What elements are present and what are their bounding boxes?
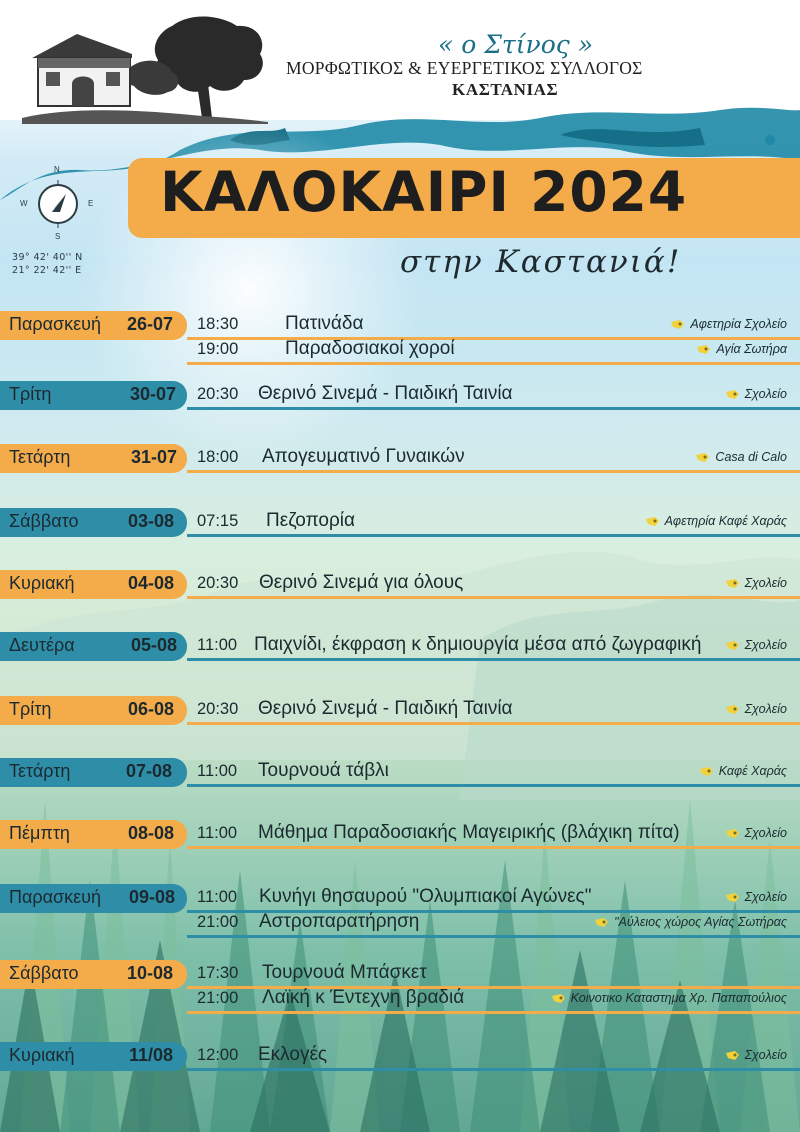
event-title: Παιχνίδι, έκφραση κ δημιουργία μέσα από ζωγραφική (254, 634, 702, 655)
event-time: 18:00 (197, 448, 239, 466)
location-pin-icon (726, 893, 739, 902)
day-name: Κυριακή (9, 1045, 75, 1065)
event-location (696, 450, 787, 464)
event-location (697, 342, 787, 356)
event-location-label: Σχολείο (744, 702, 787, 716)
event-time: 21:00 (197, 989, 239, 1007)
day-date: 03-08 (128, 511, 175, 531)
compass (16, 166, 100, 250)
event-title: Θερινό Σινεμά - Παιδική Ταινία (258, 698, 513, 719)
event-time: 19:00 (197, 340, 239, 358)
event-title: Τουρνουά Μπάσκετ (262, 962, 427, 983)
event-location-label: Σχολείο (744, 387, 787, 401)
day-date: 04-08 (128, 573, 175, 593)
row-divider (187, 596, 800, 599)
event-location-label: Αφετηρία Καφέ Χαράς (664, 514, 787, 528)
day-date: 10-08 (127, 963, 174, 983)
row-divider (187, 337, 800, 340)
event-time: 11:00 (197, 762, 238, 780)
event-title: Μάθημα Παραδοσιακής Μαγειρικής (βλάχικη πίτα) (258, 822, 680, 843)
event-time: 21:00 (197, 913, 239, 931)
row-divider (187, 1068, 800, 1071)
day-date: 08-08 (128, 823, 175, 843)
day-name: Τρίτη (9, 384, 52, 404)
event-title: Πεζοπορία (266, 510, 356, 531)
day-name: Δευτέρα (9, 635, 75, 655)
row-divider (187, 470, 800, 473)
event-location (700, 764, 787, 778)
club-description: ΜΟΡΦΩΤΙΚΟΣ & ΕΥΕΡΓΕΤΙΚΟΣ ΣΥΛΛΟΓΟΣ (286, 58, 643, 78)
header (0, 0, 800, 120)
event-time: 11:00 (197, 824, 238, 842)
day-date: 05-08 (131, 635, 178, 655)
day-name: Σάββατο (9, 511, 79, 531)
event-time: 17:30 (197, 964, 239, 982)
location-pin-icon (726, 390, 739, 399)
poster-title: ΚΑΛΟΚΑΙΡΙ 2024 (160, 160, 688, 224)
event-location (726, 826, 787, 840)
event-location-label: Αφετηρία Σχολείο (690, 317, 787, 331)
event-location (726, 1048, 787, 1062)
row-divider (187, 846, 800, 849)
event-location-label: Σχολείο (744, 638, 787, 652)
event-title: Πατινάδα (285, 313, 364, 334)
row-divider (187, 362, 800, 365)
event-location-label: Σχολείο (744, 576, 787, 590)
event-location (726, 387, 787, 401)
coordinate-latitude: 39° 42' 40'' N (12, 252, 83, 263)
location-pin-icon (696, 453, 709, 462)
row-divider (187, 1011, 800, 1014)
event-location (595, 915, 787, 929)
event-location (552, 991, 787, 1005)
event-title: Απογευματινό Γυναικών (262, 446, 465, 467)
club-village: ΚΑΣΤΑΝΙΑΣ (452, 80, 559, 99)
row-divider (187, 534, 800, 537)
day-date: 06-08 (128, 699, 175, 719)
day-name: Τρίτη (9, 699, 52, 719)
row-divider (187, 935, 800, 938)
location-pin-icon (552, 994, 565, 1003)
row-divider (187, 722, 800, 725)
day-name: Σάββατο (9, 963, 79, 983)
location-pin-icon (726, 641, 739, 650)
event-location (726, 890, 787, 904)
event-location-label: Σχολείο (744, 1048, 787, 1062)
day-name: Πέμπτη (9, 823, 70, 843)
event-location-label: Σχολείο (744, 826, 787, 840)
day-name: Τετάρτη (9, 447, 71, 467)
event-title: Θερινό Σινεμά για όλους (259, 572, 464, 593)
row-divider (187, 658, 800, 661)
event-time: 20:30 (197, 574, 239, 592)
day-name: Τετάρτη (9, 761, 71, 781)
day-name: Παρασκευή (9, 314, 102, 334)
event-time: 11:00 (197, 888, 238, 906)
location-pin-icon (671, 320, 684, 329)
location-pin-icon (646, 517, 659, 526)
event-title: Αστροπαρατήρηση (259, 911, 420, 932)
location-pin-icon (726, 579, 739, 588)
event-title: Κυνήγι θησαυρού "Ολυμπιακοί Αγώνες" (259, 886, 592, 907)
coordinate-longitude: 21° 22' 42'' E (12, 265, 82, 276)
event-location-label: Αγία Σωτήρα (716, 342, 787, 356)
event-location-label: Casa di Calo (715, 450, 787, 464)
event-location (726, 702, 787, 716)
day-name: Παρασκευή (9, 887, 102, 907)
location-pin-icon (595, 918, 608, 927)
day-date: 31-07 (131, 447, 178, 467)
day-date: 09-08 (129, 887, 176, 907)
event-time: 20:30 (197, 385, 239, 403)
day-date: 26-07 (127, 314, 174, 334)
event-title: Παραδοσιακοί χοροί (285, 338, 455, 359)
day-name: Κυριακή (9, 573, 75, 593)
compass-south: S (55, 232, 61, 241)
location-pin-icon (697, 345, 710, 354)
club-name: « ο Στίνος » (438, 30, 594, 59)
event-location (726, 576, 787, 590)
event-title: Λαϊκή κ Έντεχνη βραδιά (262, 987, 465, 1008)
event-time: 07:15 (197, 512, 239, 530)
event-location-label: Καφέ Χαράς (718, 764, 787, 778)
location-pin-icon (700, 767, 713, 776)
event-location-label: Κοινοτικο Καταστημα Χρ. Παπαπούλιος (570, 991, 787, 1005)
event-time: 12:00 (197, 1046, 239, 1064)
event-location (671, 317, 787, 331)
event-location-label: Σχολείο (744, 890, 787, 904)
row-divider (187, 784, 800, 787)
event-location (646, 514, 787, 528)
compass-north: N (54, 165, 60, 174)
day-date: 11/08 (129, 1045, 174, 1065)
location-pin-icon (726, 1051, 739, 1060)
event-title: Θερινό Σινεμά - Παιδική Ταινία (258, 383, 513, 404)
event-location-label: "Αύλειος χώρος Αγίας Σωτήρας (614, 915, 787, 929)
event-title: Τουρνουά τάβλι (258, 760, 389, 781)
event-location (726, 638, 787, 652)
day-date: 30-07 (130, 384, 177, 404)
day-date: 07-08 (126, 761, 173, 781)
event-title: Εκλογές (258, 1044, 328, 1065)
event-time: 18:30 (197, 315, 239, 333)
event-time: 20:30 (197, 700, 239, 718)
event-time: 11:00 (197, 636, 238, 654)
village-house-tree-logo (22, 6, 268, 124)
compass-east: E (88, 199, 94, 208)
row-divider (187, 407, 800, 410)
location-pin-icon (726, 705, 739, 714)
poster-subtitle: στην Καστανιά! (400, 244, 682, 280)
location-pin-icon (726, 829, 739, 838)
compass-west: W (20, 199, 28, 208)
